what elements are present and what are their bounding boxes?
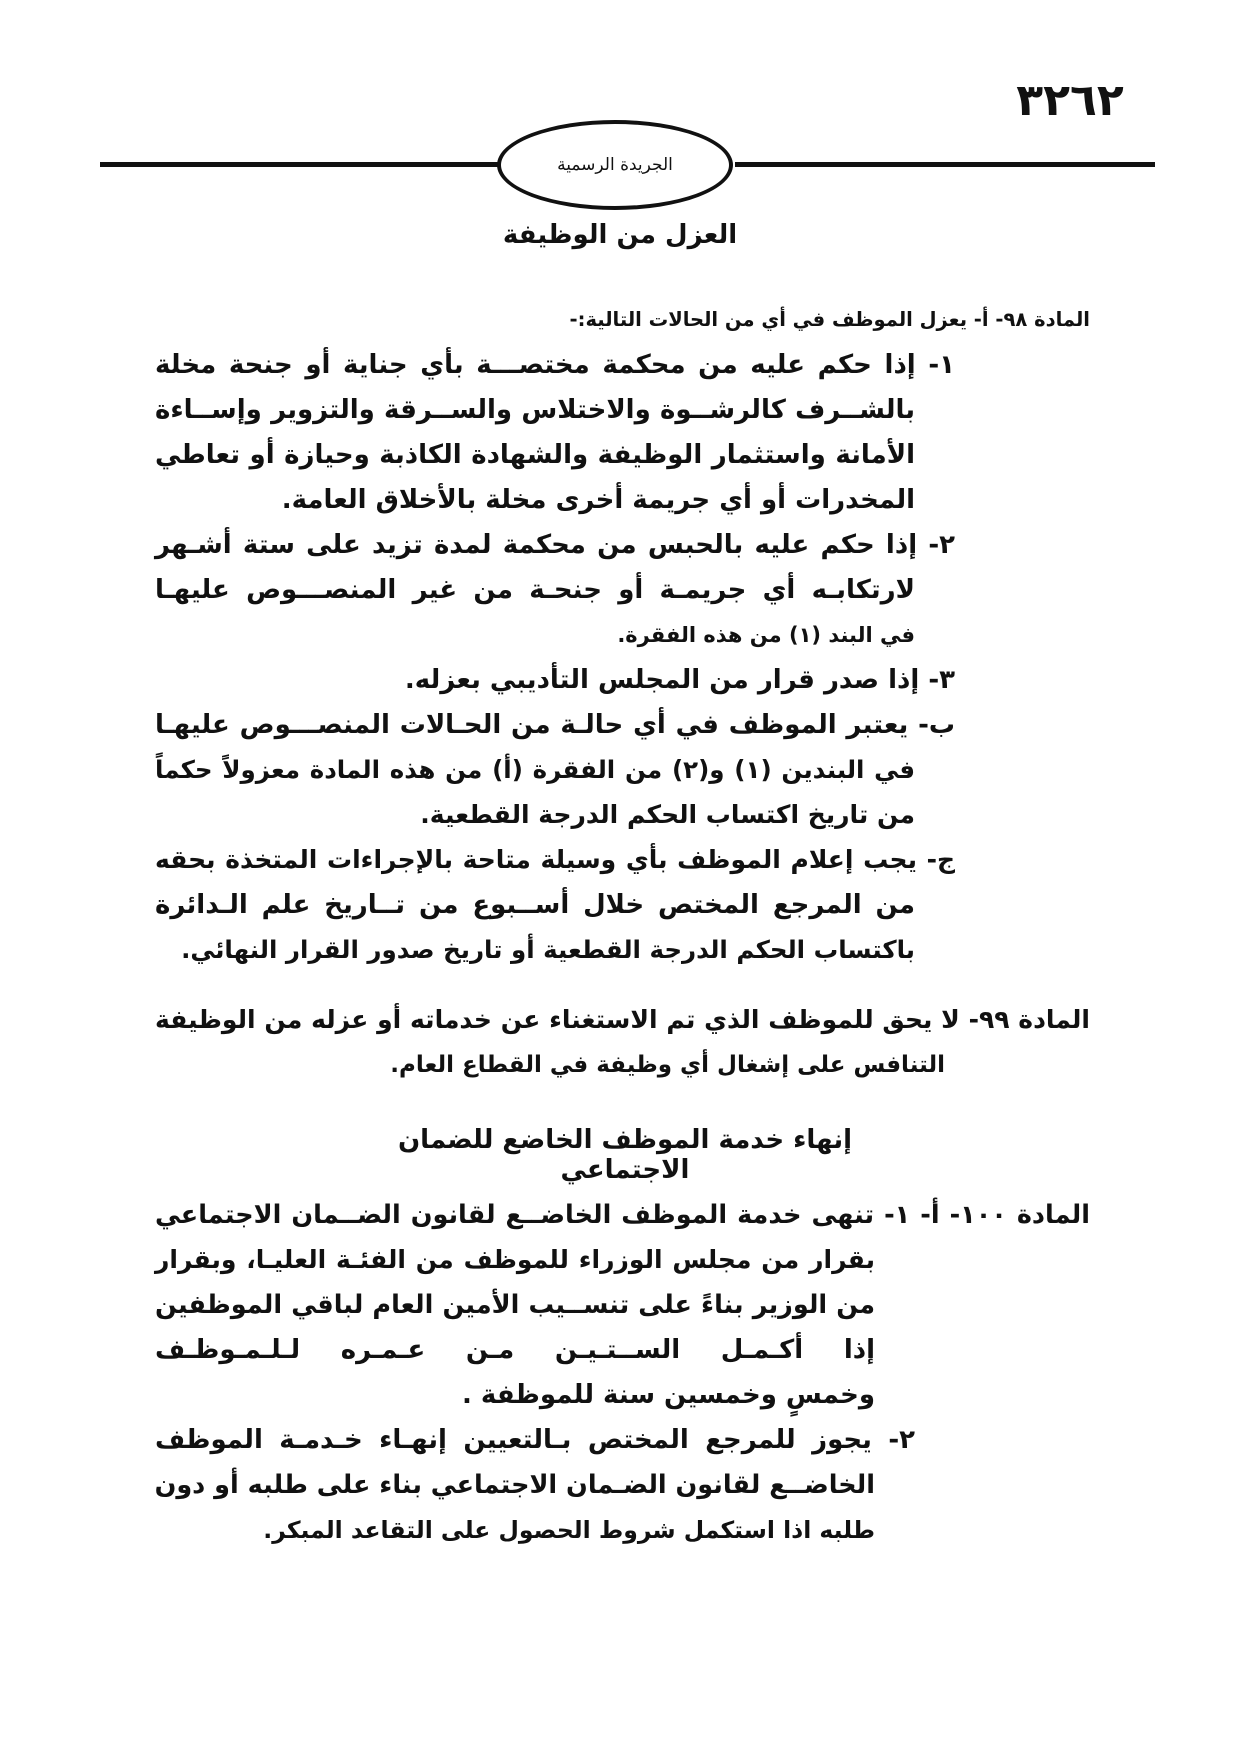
article-100-line: ٢- يجوز للمرجع المختص بـالتعيين إنهـاء خـدمـة الموظف: [155, 1425, 915, 1455]
article-98-line: ب- يعتبر الموظف في أي حالـة من الحـالات المنصـــوص عليهـا: [155, 710, 955, 740]
article-100-line: إذا أكـمـل الســتـيـن مـن عـمـره لـلـمـوظـف: [155, 1335, 875, 1365]
article-98-line: لارتكابـه أي جريمـة أو جنحـة من غير المنصـــوص عليهـا: [155, 575, 915, 605]
article-100-line: من الوزير بناءً على تنســيب الأمين العام لباقي الموظفين: [155, 1290, 875, 1320]
article-98-line: من تاريخ اكتساب الحكم الدرجة القطعية.: [420, 800, 915, 829]
article-98-line: المخدرات أو أي جريمة أخرى مخلة بالأخلاق العامة.: [281, 485, 915, 515]
article-98-line: باكتساب الحكم الدرجة القطعية أو تاريخ صدور القرار النهائي.: [181, 935, 915, 964]
article-99-line: التنافس على إشغال أي وظيفة في القطاع العام.: [390, 1052, 945, 1078]
article-98-line: في البندين (١) و(٢) من الفقرة (أ) من هذه المادة معزولاً حكماً: [155, 755, 916, 784]
section-heading-social-security: إنهاء خدمة الموظف الخاضع للضمان الاجتماعي: [397, 1125, 853, 1185]
article-98-line: ج- يجب إعلام الموظف بأي وسيلة متاحة بالإجراءات المتخذة بحقه: [155, 845, 955, 874]
article-100-line: الخاضــع لقانون الضـمان الاجتماعي بناء على طلبه أو دون: [154, 1470, 875, 1500]
section-heading-dismissal: العزل من الوظيفة: [502, 220, 738, 250]
article-98-line: ٣- إذا صدر قرار من المجلس التأديبي بعزله.: [404, 665, 955, 695]
article-100-line: بقرار من مجلس الوزراء للموظف من الفئـة العليـا، وبقرار: [155, 1245, 875, 1274]
article-98-line: بالشــرف كالرشــوة والاختلاس والســرقة والتزوير وإســاءة: [155, 395, 915, 425]
article-99-line: المادة ٩٩- لا يحق للموظف الذي تم الاستغناء عن خدماته أو عزله من الوظيفة: [155, 1005, 1090, 1034]
article-100-line: طلبه اذا استكمل شروط الحصول على التقاعد المبكر.: [263, 1516, 875, 1544]
article-98-line: في البند (١) من هذه الفقرة.: [617, 623, 915, 647]
article-98-line: الأمانة واستثمار الوظيفة والشهادة الكاذبة وحيازة أو تعاطي: [155, 440, 915, 470]
article-98-line: المادة ٩٨- أ- يعزل الموظف في أي من الحالات التالية:-: [569, 308, 1090, 331]
article-100-line: المادة ١٠٠- أ- ١- تنهى خدمة الموظف الخاضــع لقانون الضــمان الاجتماعي: [155, 1200, 1091, 1230]
article-100-line: وخمسٍ وخمسين سنة للموظفة .: [462, 1380, 875, 1410]
header-rule-right: [735, 162, 1155, 167]
gazette-seal: [497, 120, 733, 210]
page-number: ٣٢٦٢: [1016, 75, 1124, 126]
article-98-line: ٢- إذا حكم عليه بالحبس من محكمة لمدة تزيد على ستة أشـهر: [155, 530, 955, 560]
article-98-line: من المرجع المختص خلال أســبوع من تــاريخ علم الـدائرة: [155, 890, 915, 920]
article-98-line: ١- إذا حكم عليه من محكمة مختصـــة بأي جناية أو جنحة مخلة: [155, 350, 955, 380]
gazette-title: الجريدة الرسمية: [557, 155, 673, 175]
header-rule-left: [100, 162, 500, 167]
